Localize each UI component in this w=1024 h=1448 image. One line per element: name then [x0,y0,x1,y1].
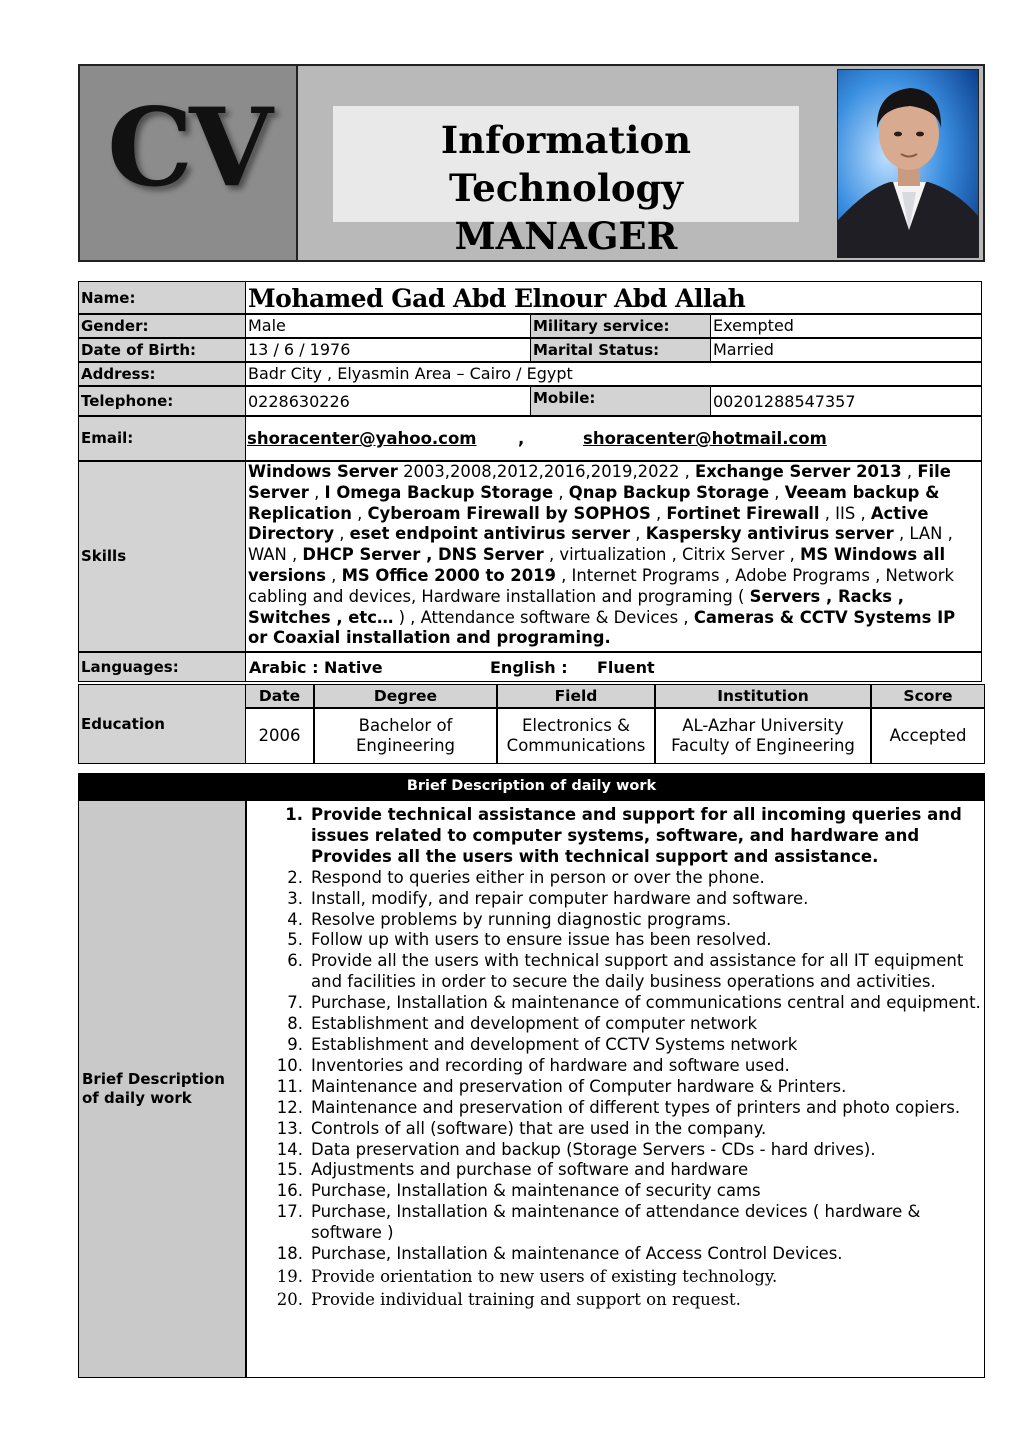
name-label: Name: [78,281,246,314]
daily-work-item [247,889,989,910]
skill-highlight: MS Windows all versions [248,545,946,585]
email-label: Email: [78,416,246,461]
daily-work-item [247,1202,989,1244]
gender-value: Male [245,314,531,338]
edu-degree: Bachelor of Engineering [314,708,497,764]
skill-text: , LAN , WAN , [248,524,953,565]
skill-text: , [769,482,785,502]
daily-work-item-number: 13. [276,1118,303,1138]
daily-work-item-number: 5. [287,930,303,950]
language-english-label: English : [490,658,568,677]
languages-value [245,652,982,682]
cv-logo-text: CV [107,85,269,211]
name-value: Mohamed Gad Abd Elnour Abd Allah [245,281,982,314]
daily-work-item [247,1077,989,1098]
daily-work-item-number: 12. [276,1097,303,1117]
skill-text: , [901,462,918,481]
daily-work-item-number: 18. [276,1244,303,1264]
daily-work-item [247,1014,989,1035]
cv-header [78,64,985,262]
marital-label: Marital Status: [530,338,711,362]
edu-header-score: Score [871,684,985,708]
skill-highlight: Exchange Server 2013 [695,462,902,481]
email-link-yahoo[interactable]: shoracenter@yahoo.com [247,429,477,448]
daily-work-item-number: 4. [287,909,303,929]
address-label: Address: [78,362,246,386]
profile-photo [837,69,979,258]
language-arabic: Arabic : Native [249,658,383,677]
daily-work-item [247,1140,989,1161]
daily-work-item [247,951,989,993]
education-label: Education [78,684,246,764]
daily-work-item [247,805,989,868]
email-link-hotmail[interactable]: shoracenter@hotmail.com [583,429,827,448]
daily-work-item [247,930,989,951]
daily-work-item-text: Controls of all (software) that are used in the company. [311,1118,767,1138]
daily-work-item-number: 19. [276,1266,303,1286]
daily-work-item-number: 6. [287,951,303,971]
skill-highlight: Kaspersky antivirus server [645,524,894,544]
daily-work-item-number: 17. [276,1202,303,1222]
daily-work-item-text: Provide individual training and support on request. [311,1289,741,1309]
skills-label: Skills [78,461,246,652]
edu-header-field: Field [497,684,655,708]
skill-text: , [351,503,368,523]
language-english-level: Fluent [597,658,655,677]
skill-highlight: MS Office 2000 to 2019 [341,565,556,585]
daily-work-item-text: Provide orientation to new users of existing technology. [311,1266,778,1286]
skill-text: , virtualization , Citrix Server , [543,545,801,565]
daily-work-item-number: 9. [287,1034,303,1054]
daily-work-item-text: Resolve problems by running diagnostic programs. [311,909,732,929]
edu-institution: AL-Azhar University Faculty of Engineering [655,708,871,764]
brief-description-bar: Brief Description of daily work [78,773,985,800]
daily-work-item [247,1056,989,1077]
skill-highlight: Qnap Backup Storage [568,482,770,502]
skill-highlight: I Omega Backup Storage [324,482,554,502]
email-cell [245,416,982,461]
daily-work-item-number: 10. [276,1055,303,1075]
edu-score: Accepted [871,708,985,764]
skill-highlight: Active Directory [248,503,929,544]
daily-work-item-text: Provide all the users with technical support and assistance for all IT equipment and facilities in order to secure the daily business operations and activities. [311,951,964,992]
daily-work-item-text: Inventories and recording of hardware and software used. [311,1055,790,1075]
daily-work-item-text: Follow up with users to ensure issue has been resolved. [311,930,772,950]
daily-work-item-number: 1. [285,805,303,824]
skill-text: , IIS , [819,503,871,523]
skill-text: , [650,503,667,523]
job-title-line2: MANAGER [454,214,678,258]
skill-highlight: Veeam backup & Replication [248,482,940,523]
cv-logo-block [80,66,298,260]
daily-work-item-number: 15. [276,1160,303,1180]
daily-work-item-text: Install, modify, and repair computer hardware and software. [311,888,809,908]
job-title-line1: Information Technology [440,118,692,210]
edu-field: Electronics & Communications [497,708,655,764]
daily-work-item [247,1160,989,1181]
skill-highlight: File Server [248,462,951,502]
daily-work-item-text: Data preservation and backup (Storage Servers - CDs - hard drives). [311,1139,876,1159]
skill-highlight: Servers , Racks , Switches , etc… [248,586,904,627]
skill-highlight: Fortinet Firewall [666,503,820,523]
daily-work-item-text: Respond to queries either in person or over the phone. [311,867,765,887]
daily-work-item-number: 2. [287,867,303,887]
daily-work-item-text: Maintenance and preservation of different types of printers and photo copiers. [311,1097,961,1117]
daily-work-item [247,993,989,1014]
skill-highlight: Cameras & CCTV Systems IP or Coaxial installation and programing. [248,607,956,648]
daily-work-item-number: 8. [287,1014,303,1034]
daily-work-item-text: Maintenance and preservation of Computer hardware & Printers. [311,1076,847,1096]
daily-work-item [247,1035,989,1056]
daily-work-item [247,1098,989,1119]
skill-highlight: Windows Server [248,462,398,481]
email-separator: , [518,429,525,448]
daily-work-item [247,1181,989,1202]
gender-label: Gender: [78,314,246,338]
brief-description-content [246,800,985,1378]
daily-work-item-number: 11. [276,1076,303,1096]
daily-work-item [247,1244,989,1265]
daily-work-item [247,910,989,931]
job-title-box [333,106,799,258]
skill-highlight: Cyberoam Firewall by SOPHOS [367,503,651,523]
daily-work-item-text: Establishment and development of CCTV Systems network [311,1034,798,1054]
military-label: Military service: [530,314,711,338]
daily-work-item [247,868,989,889]
daily-work-item-text: Purchase, Installation & maintenance of communications central and equipment. [311,993,981,1013]
skill-highlight: eset endpoint antivirus server [349,524,631,544]
daily-work-item-text: Purchase, Installation & maintenance of Access Control Devices. [311,1244,843,1264]
skill-text: ) , Attendance software & Devices , [393,607,694,627]
languages-label: Languages: [78,652,246,682]
daily-work-item-text: Purchase, Installation & maintenance of attendance devices ( hardware & software ) [311,1202,921,1243]
brief-description-sidebar [78,800,246,1378]
dob-value: 13 / 6 / 1976 [245,338,531,362]
dob-label: Date of Birth: [78,338,246,362]
marital-value: Married [710,338,982,362]
daily-work-list [247,805,989,1311]
daily-work-item [247,1288,989,1311]
skill-text: , [334,524,350,544]
daily-work-item-text: Establishment and development of computer network [311,1014,758,1034]
daily-work-item-text: Provide technical assistance and support for all incoming queries and issues related to computer systems, software, and hardware and Provides all the users with technical support and assistance. [311,805,962,866]
daily-work-item-number: 14. [276,1139,303,1159]
address-value: Badr City , Elyasmin Area – Cairo / Egypt [245,362,982,386]
daily-work-item-text: Purchase, Installation & maintenance of security cams [311,1181,761,1201]
skill-text: , Internet Programs , Adobe Programs , Network cabling and devices, Hardware installation and programing ( [248,565,954,606]
daily-work-item-number: 20. [276,1289,303,1309]
edu-header-institution: Institution [655,684,871,708]
daily-work-item-number: 3. [287,888,303,908]
mobile-label: Mobile: [530,386,711,416]
daily-work-item-number: 16. [276,1181,303,1201]
edu-header-date: Date [245,684,314,708]
skill-text: , [553,482,569,502]
skill-text: 2003,2008,2012,2016,2019,2022 , [397,462,696,481]
skill-text: , [630,524,646,544]
brief-description-label: Brief Description of daily work [82,1070,225,1107]
skill-text: , [325,565,342,585]
daily-work-item [247,1265,989,1288]
skills-text [245,461,982,652]
edu-date: 2006 [245,708,314,764]
telephone-value: 0228630226 [245,386,531,416]
telephone-label: Telephone: [78,386,246,416]
edu-header-degree: Degree [314,684,497,708]
daily-work-item [247,1119,989,1140]
mobile-value: 00201288547357 [710,386,982,416]
skill-highlight: DHCP Server , DNS Server [302,545,544,565]
military-value: Exempted [710,314,982,338]
skill-text: , [308,482,325,502]
daily-work-item-number: 7. [287,993,303,1013]
daily-work-item-text: Adjustments and purchase of software and hardware [311,1160,749,1180]
